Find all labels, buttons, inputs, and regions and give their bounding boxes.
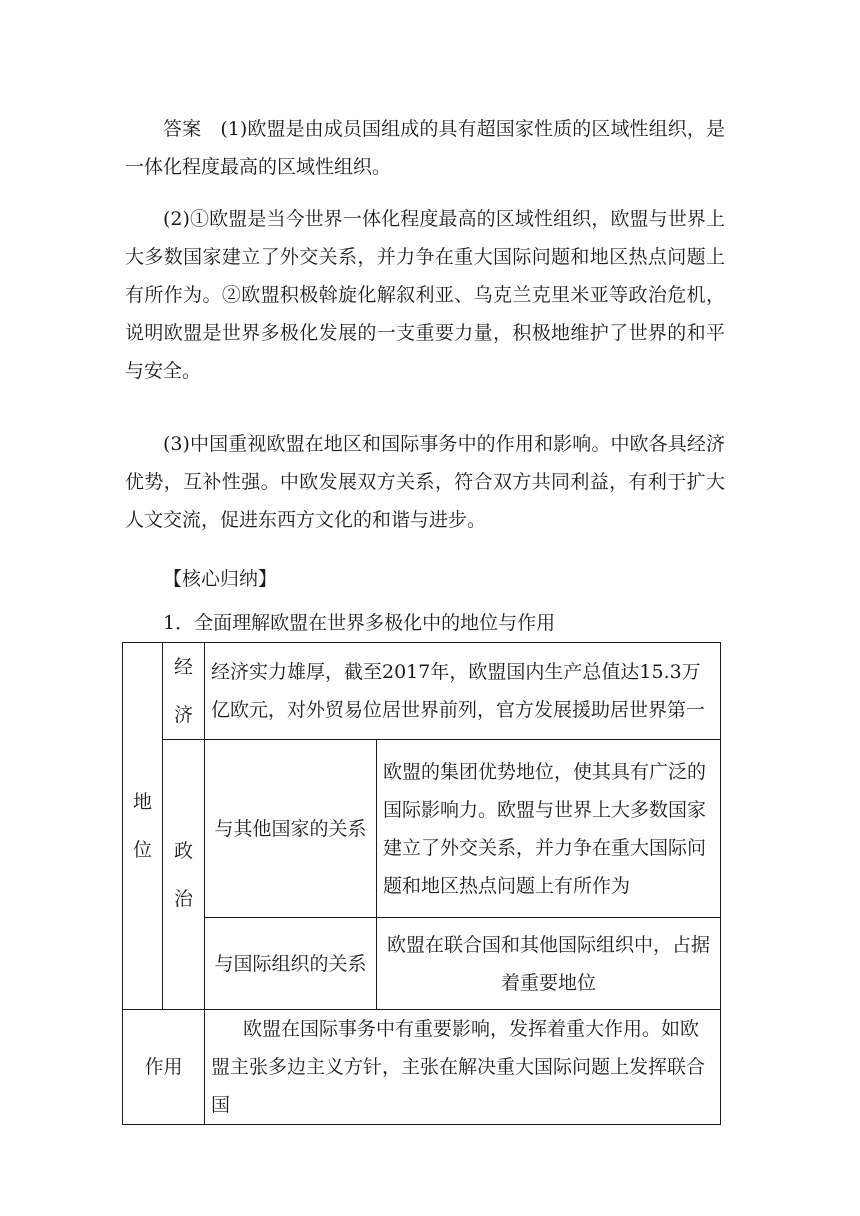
- rel-orgs-label-cell: [205, 918, 377, 1010]
- answer-paragraph-3: (3)中国重视欧盟在地区和国际事务中的作用和影响。中欧各具经济优势，互补性强。中欧发展双方关系，符合双方共同利益，有利于扩大人文交流，促进东西方文化的和谐与进步。: [125, 433, 725, 531]
- politics-label-cell: [163, 740, 205, 1010]
- role-label: 作用: [144, 1056, 183, 1078]
- status-label-cell: [123, 643, 163, 1010]
- status-label: 地位: [132, 791, 152, 861]
- answer-paragraph-2: (2)①欧盟是当今世界一体化程度最高的区域性组织，欧盟与世界上大多数国家建立了外交关系，并力争在重大国际问题和地区热点问题上有所作为。②欧盟积极斡旋化解叙利亚、乌克兰克里米亚等政治危机，说明欧盟是世界多极化发展的一支重要力量，积极地维护了世界的和平与安全。: [125, 208, 725, 382]
- economy-label: 经济: [173, 656, 193, 726]
- answer-paragraph-1: 答案 (1)欧盟是由成员国组成的具有超国家性质的区域性组织，是一体化程度最高的区域性组织。: [125, 118, 725, 178]
- role-text-cell: [205, 1010, 721, 1125]
- rel-countries-text: 欧盟的集团优势地位，使其具有广泛的国际影响力。欧盟与世界上大多数国家建立了外交关系，并力争在重大国际问题和地区热点问题上有所作为: [383, 760, 707, 897]
- rel-orgs-text: 欧盟在联合国和其他国际组织中，占据着重要地位: [387, 933, 711, 994]
- eu-status-table: [122, 642, 721, 1125]
- economy-label-cell: [163, 643, 205, 740]
- rel-countries-label: 与其他国家的关系: [214, 817, 367, 840]
- section-title: 1．全面理解欧盟在世界多极化中的地位与作用: [163, 612, 556, 634]
- rel-orgs-label: 与国际组织的关系: [214, 952, 367, 975]
- rel-countries-label-cell: [205, 740, 377, 918]
- rel-orgs-text-cell: [377, 918, 721, 1010]
- economy-text-cell: [205, 643, 721, 740]
- rel-countries-text-cell: [377, 740, 721, 918]
- politics-label: 政治: [173, 839, 193, 910]
- economy-text: 经济实力雄厚，截至2017年，欧盟国内生产总值达15.3万亿欧元，对外贸易位居世界前列，官方发展援助居世界第一: [211, 661, 706, 721]
- core-summary-heading: 【核心归纳】: [163, 568, 278, 590]
- role-label-cell: [123, 1010, 205, 1125]
- role-text: 欧盟在国际事务中有重要影响，发挥着重大作用。如欧盟主张多边主义方针，主张在解决重大国际问题上发挥联合国: [211, 1018, 706, 1116]
